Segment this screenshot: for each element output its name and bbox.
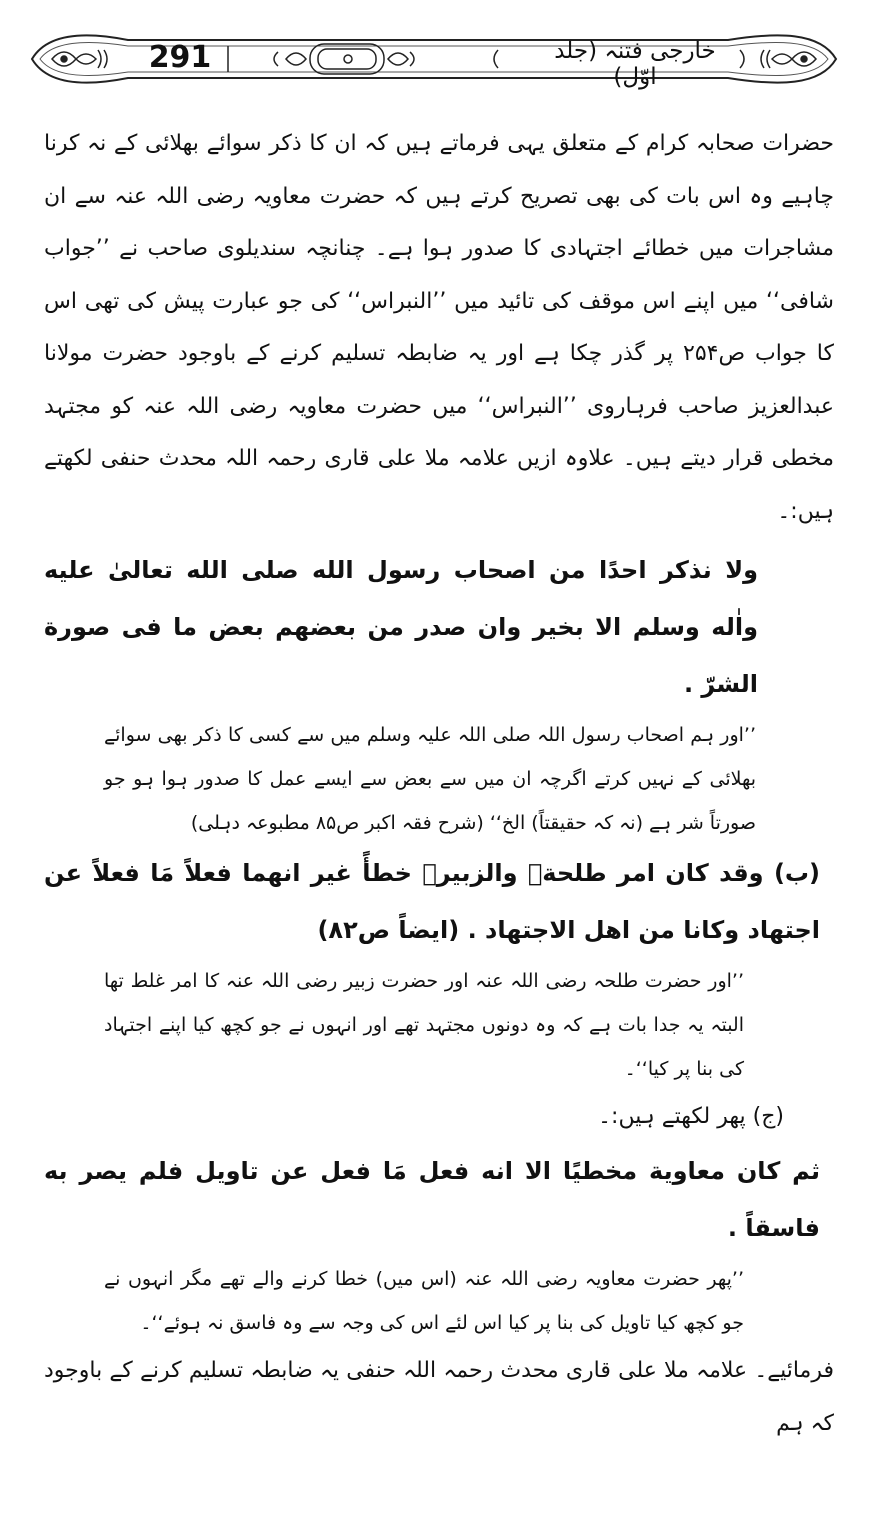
- left-flourish-icon: [52, 50, 107, 68]
- right-flourish-icon: [761, 50, 816, 68]
- arabic-quote-1: ولا نذكر احدًا من اصحاب رسول الله صلى الله تعالىٰ عليه واٰله وسلم الا بخير وان صدر من بعضهم بعض ما فى صورة الشرّ .: [44, 556, 758, 698]
- page-body: [44, 118, 834, 1450]
- arabic-quote-3: ثم كان معاوية مخطيًا الا انه فعل مَا فعل عن تاويل فلم يصر به فاسقاً .: [44, 1157, 820, 1242]
- arabic-quote-2: (ب) وقد كان امر طلحةؓ والزبيرؓ خطأً غير انهما فعلاً مَا فعلاً عن اجتهاد وكانا من اهل الاجتهاد . (ايضاً ص۸۲): [44, 859, 820, 944]
- page-number: 291: [148, 40, 212, 75]
- running-title: خارجی فتنہ (جلد اوّل): [554, 38, 716, 90]
- center-medallion-icon: [274, 44, 414, 74]
- section-c-heading: (ج) پھر لکھتے ہیں:۔: [598, 1104, 784, 1129]
- quote-3-translation: ’’پھر حضرت معاویہ رضی اللہ عنہ (اس میں) خطا کرنے والے تھے مگر انہوں نے جو کچھ کیا تاویل کی بنا پر کیا اس لئے اس کی وجہ سے وہ فاسق نہ ہوئے‘‘۔: [104, 1268, 744, 1334]
- page-header: [28, 30, 840, 88]
- closing-paragraph: فرمائیے۔ علامہ ملا علی قاری محدث رحمہ اللہ حنفی یہ ضابطہ تسلیم کرنے کے باوجود کہ ہم: [44, 1358, 834, 1436]
- intro-paragraph: حضرات صحابہ کرام کے متعلق یہی فرماتے ہیں کہ ان کا ذکر سوائے بھلائی کے نہ کرنا چاہیے وہ اس بات کی بھی تصریح کرتے ہیں کہ حضرت معاویہ رضی اللہ عنہ سے ان مشاجرات میں خطائے اجتہادی کا صدور ہوا ہے۔ چنانچہ سندیلوی صاحب نے ’’جواب شافی‘‘ میں اپنے اس موقف کی تائید میں ’’النبراس‘‘ کی جو عبارت پیش کی تھی اس کا جواب ص۲۵۴ پر گذر چکا ہے اور یہ ضابطہ تسلیم کرنے کے باوجود حضرت مولانا عبدالعزیز صاحب فرہاروی ’’النبراس‘‘ میں حضرت معاویہ رضی اللہ عنہ کو مجتہد مخطی قرار دیتے ہیں۔ علاوہ ازیں علامہ ملا علی قاری رحمہ اللہ محدث حنفی لکھتے ہیں:۔: [44, 131, 834, 524]
- quote-2-translation: ’’اور حضرت طلحہ رضی اللہ عنہ اور حضرت زبیر رضی اللہ عنہ کا امر غلط تھا البتہ یہ جدا بات ہے کہ وہ دونوں مجتہد تھے اور انہوں نے جو کچھ کیا اپنے اجتہاد کی بنا پر کیا‘‘۔: [104, 970, 744, 1080]
- quote-1-translation: ’’اور ہم اصحاب رسول اللہ صلی اللہ علیہ وسلم میں سے کسی کا ذکر بھی سوائے بھلائی کے نہیں کرتے اگرچہ ان میں سے بعض سے ایسے عمل کا صدور ہوا ہو جو صورتاً شر ہے (نہ کہ حقیقتاً) الخ‘‘ (شرح فقہ اکبر ص۸۵ مطبوعہ دہلی): [104, 724, 756, 834]
